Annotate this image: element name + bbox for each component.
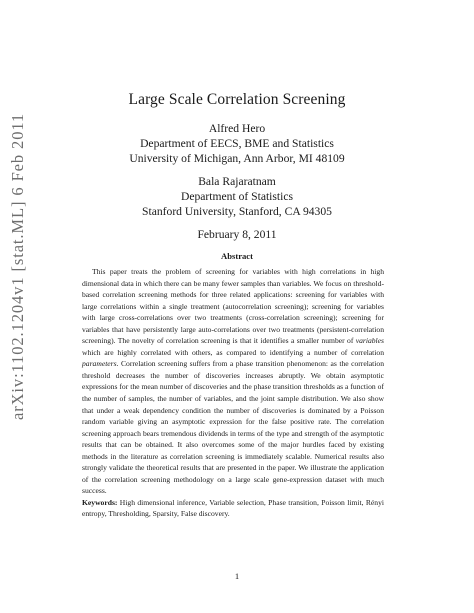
abstract-body	[82, 266, 384, 520]
author-affiliation: University of Michigan, Ann Arbor, MI 48109	[129, 152, 345, 165]
abstract-emphasis: parameters	[82, 359, 117, 369]
keywords-label: Keywords:	[82, 497, 118, 507]
author-name: Bala Rajaratnam	[198, 175, 276, 188]
page-number: 1	[234, 571, 240, 581]
author-department: Department of Statistics	[180, 190, 294, 203]
author-department: Department of EECS, BME and Statistics	[140, 137, 334, 150]
paper-date: February 8, 2011	[197, 228, 277, 241]
author-name: Alfred Hero	[208, 122, 266, 135]
paper-title: Large Scale Correlation Screening	[128, 91, 346, 108]
abstract-text: This paper treats the problem of screening for variables with high correlations in high dimensional data in which there can be many fewer samples than variables. We focus on threshold-based correlation screening methods for three related applications: screening for variables with large correlations within a single treatment (autocorrelation screening); screening for variables with large cross-correlations over two treatments (cross-correlation screening); screening for variables that have persistently large auto-correlations over two treatments (persistent-correlation screening). The novelty of correlation screening is that it identifies a smaller number of	[82, 267, 384, 346]
keywords-line	[82, 497, 384, 520]
abstract-text: . Correlation screening suffers from a phase transition phenomenon: as the correlation threshold decreases the number of discoveries increases abruptly. We obtain asymptotic expressions for the mean number of discoveries and the phase transition thresholds as a function of the number of samples, the number of variables, and the joint sample distribution. We also show that under a weak dependency condition the number of discoveries is dominated by a Poisson random variable giving an asymptotic expression for the false positive rate. The correlation screening approach bears tremendous dividends in terms of the type and strength of the asymptotic results that can be obtained. It also overcomes some of the major hurdles faced by existing methods in the literature as correlation screening is immediately scalable. Numerical results also strongly validate the theoretical results that are presented in the paper. We illustrate the application of the correlation screening methodology on a large scale gene-expression dataset with much success.	[82, 359, 384, 496]
keywords-list: High dimensional inference, Variable selection, Phase transition, Poisson limit, Rényi entropy, Thresholding, Sparsity, False discovery.	[82, 497, 384, 519]
abstract-heading: Abstract	[221, 251, 253, 261]
author-affiliation: Stanford University, Stanford, CA 94305	[142, 205, 332, 218]
abstract-emphasis: variables	[355, 336, 384, 346]
arxiv-identifier: arXiv:1102.1204v1 [stat.ML] 6 Feb 2011	[8, 112, 27, 420]
abstract-text: which are highly correlated with others, as compared to identifying a number of correlation	[82, 347, 384, 357]
abstract-paragraph	[82, 266, 384, 497]
